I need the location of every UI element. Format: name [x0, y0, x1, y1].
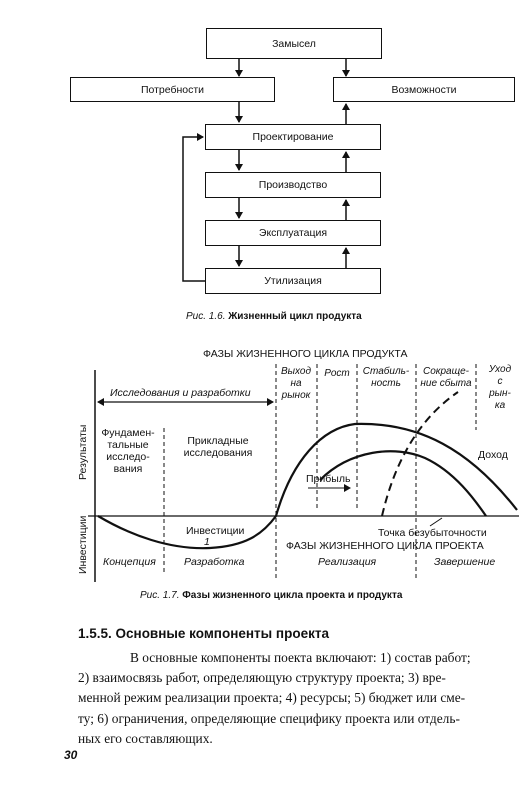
- market-exit-label: [488, 364, 512, 411]
- paragraph-line: менной режим реализации проекта; 4) ресурсы; 5) бюджет или сме-: [78, 690, 466, 706]
- disposal-label: Утилизация: [264, 275, 322, 287]
- svg-text:ние сбыта: ние сбыта: [420, 378, 472, 389]
- fig2-caption-prefix: Рис. 1.7.: [140, 590, 180, 601]
- y-lower-label: Инвестиции: [77, 515, 89, 574]
- opportunities-label: Возможности: [391, 83, 457, 96]
- fig2-caption: [140, 590, 402, 601]
- completion-label: Завершение: [434, 556, 496, 568]
- project-phases-title: ФАЗЫ ЖИЗНЕННОГО ЦИКЛА ПРОЕКТА: [286, 540, 484, 552]
- svg-text:исследо-: исследо-: [106, 451, 150, 463]
- svg-text:Уход: Уход: [488, 364, 512, 375]
- growth-label: Рост: [324, 368, 350, 379]
- svg-text:Прикладные: Прикладные: [187, 435, 249, 447]
- applied-label: [184, 435, 253, 459]
- fig1-caption-title: Жизненный цикл продукта: [228, 311, 362, 322]
- needs-label: Потребности: [140, 83, 205, 96]
- production-label: Производство: [258, 179, 328, 191]
- svg-text:ка: ка: [494, 400, 506, 411]
- breakeven-label: Точка безубыточности: [378, 527, 487, 539]
- income-label: Доход: [478, 449, 508, 461]
- product-phases-title: ФАЗЫ ЖИЗНЕННОГО ЦИКЛА ПРОДУКТА: [203, 348, 408, 360]
- production-box: [205, 172, 381, 198]
- fundamental-label: [101, 427, 155, 475]
- breakeven-pointer: [430, 518, 442, 526]
- design-box: [205, 124, 381, 150]
- income-curve: [276, 424, 517, 516]
- paragraph-line: В основные компоненты поекта включают: 1) состав работ;: [130, 650, 471, 665]
- disposal-box: [205, 268, 381, 294]
- section-heading: 1.5.5. Основные компоненты проекта: [78, 626, 329, 641]
- paragraph-line: ту; 6) ограничения, определяющие специфику проекта или отдель-: [78, 710, 460, 726]
- paragraph-line: 2) взаимосвязь работ, определяющую структуру проекта; 3) вре-: [78, 670, 446, 686]
- svg-text:вания: вания: [113, 463, 143, 475]
- fig2-caption-title: Фазы жизненного цикла проекта и продукта: [182, 590, 403, 601]
- svg-text:исследования: исследования: [183, 447, 253, 459]
- curve-number-label: 1: [204, 536, 210, 548]
- implementation-label: Реализация: [318, 556, 377, 568]
- fig1-caption: [186, 311, 362, 322]
- svg-text:Выход: Выход: [280, 366, 312, 377]
- rnd-label: Исследования и разработки: [110, 387, 251, 399]
- needs-box: [70, 77, 275, 102]
- stability-label: [363, 365, 410, 389]
- svg-text:на: на: [290, 378, 302, 389]
- paragraph-line: ных его составляющих.: [78, 730, 213, 746]
- svg-text:ность: ность: [371, 378, 401, 389]
- page-number: 30: [64, 748, 78, 762]
- conception-label: Концепция: [103, 556, 156, 568]
- fig1-caption-prefix: Рис. 1.6.: [186, 311, 226, 322]
- operation-box: [205, 220, 381, 246]
- svg-text:рынок: рынок: [281, 390, 311, 401]
- svg-text:Фундамен-: Фундамен-: [101, 427, 155, 439]
- profit-label: Прибыль: [306, 473, 351, 485]
- svg-text:Сокраще-: Сокраще-: [422, 366, 470, 377]
- y-upper-label: Результаты: [77, 424, 89, 480]
- market-entry-label: [281, 366, 312, 401]
- opportunities-box: [333, 77, 515, 102]
- operation-label: Эксплуатация: [258, 227, 328, 239]
- idea-box: [206, 28, 382, 59]
- idea-label: Замысел: [272, 37, 316, 50]
- section-paragraph: [78, 648, 518, 749]
- svg-text:Стабиль-: Стабиль-: [362, 366, 410, 377]
- sales-dashed-curve: [382, 392, 458, 516]
- design-label: Проектирование: [252, 131, 334, 143]
- sales-decline-label: [420, 366, 472, 389]
- figure-1-7: [0, 340, 531, 590]
- development-label: Разработка: [184, 556, 245, 568]
- svg-text:тальные: тальные: [107, 439, 149, 451]
- investments-label: Инвестиции: [186, 525, 245, 537]
- svg-text:с: с: [497, 376, 503, 387]
- svg-text:рын-: рын-: [489, 388, 511, 399]
